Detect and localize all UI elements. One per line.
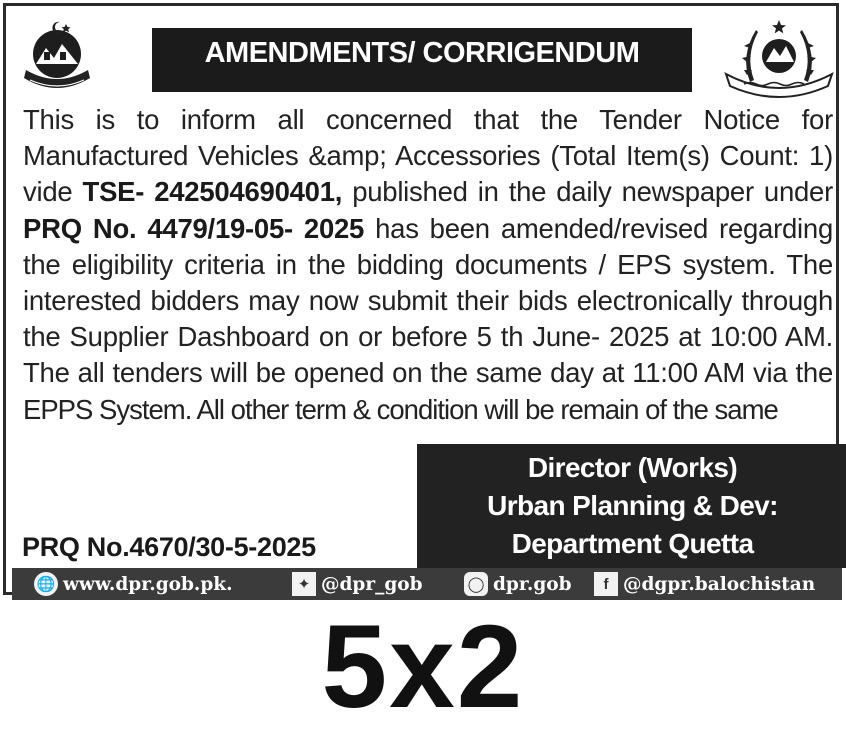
signatory-location: Department Quetta xyxy=(511,528,754,559)
twitter-icon: ✦ xyxy=(292,572,316,596)
notice-line: This is to inform all concerned that the Tender Notice for xyxy=(23,104,833,135)
tender-number: TSE- 242504690401, xyxy=(82,176,343,208)
notice-line: the eligibility criteria in the bidding documents / EPS system. The xyxy=(23,248,833,280)
facebook-icon: f xyxy=(594,572,618,596)
notice-line: interested bidders may now submit their bids electronically through xyxy=(23,285,833,317)
footer-instagram[interactable]: ◯ dpr.gob xyxy=(464,572,594,596)
instagram-icon: ◯ xyxy=(464,572,488,596)
footer-twitter[interactable]: ✦ @dpr_gob xyxy=(292,572,464,596)
balochistan-emblem-logo xyxy=(16,18,98,94)
footer-contact-bar xyxy=(12,568,842,600)
signatory-block xyxy=(417,444,846,568)
notice-line: vide TSE- 242504690401, published in the daily newspaper under xyxy=(23,176,834,208)
notice-line: The all tenders will be opened on the same day at 11:00 AM via the xyxy=(23,357,833,389)
advertisement-frame xyxy=(3,3,839,595)
notice-line: PRQ No. 4479/19-05- 2025 has been amended/revised regarding xyxy=(23,212,833,244)
prq-reference: PRQ No.4670/30-5-2025 xyxy=(22,532,316,562)
signatory-department: Urban Planning & Dev: xyxy=(487,490,778,521)
original-prq-number: PRQ No. 4479/19-05- 2025 xyxy=(23,212,365,244)
notice-title: AMENDMENTS/ CORRIGENDUM xyxy=(152,28,692,92)
dgpr-logo xyxy=(720,16,838,100)
globe-icon: 🌐 xyxy=(34,572,58,596)
notice-line: the Supplier Dashboard on or before 5 th June- 2025 at 10:00 AM. xyxy=(23,321,833,353)
signatory-title: Director (Works) xyxy=(527,452,738,483)
ad-size-label: 5x2 xyxy=(321,601,525,733)
notice-line: EPPS System. All other term & condition will be remain of the same xyxy=(23,393,778,425)
notice-body xyxy=(23,102,833,428)
notice-line: Manufactured Vehicles &amp; Accessories (Total Item(s) Count: 1) xyxy=(23,140,833,172)
footer-facebook[interactable]: f @dgpr.balochistan xyxy=(594,572,815,596)
footer-website[interactable]: 🌐 www.dpr.gob.pk. xyxy=(34,572,292,596)
